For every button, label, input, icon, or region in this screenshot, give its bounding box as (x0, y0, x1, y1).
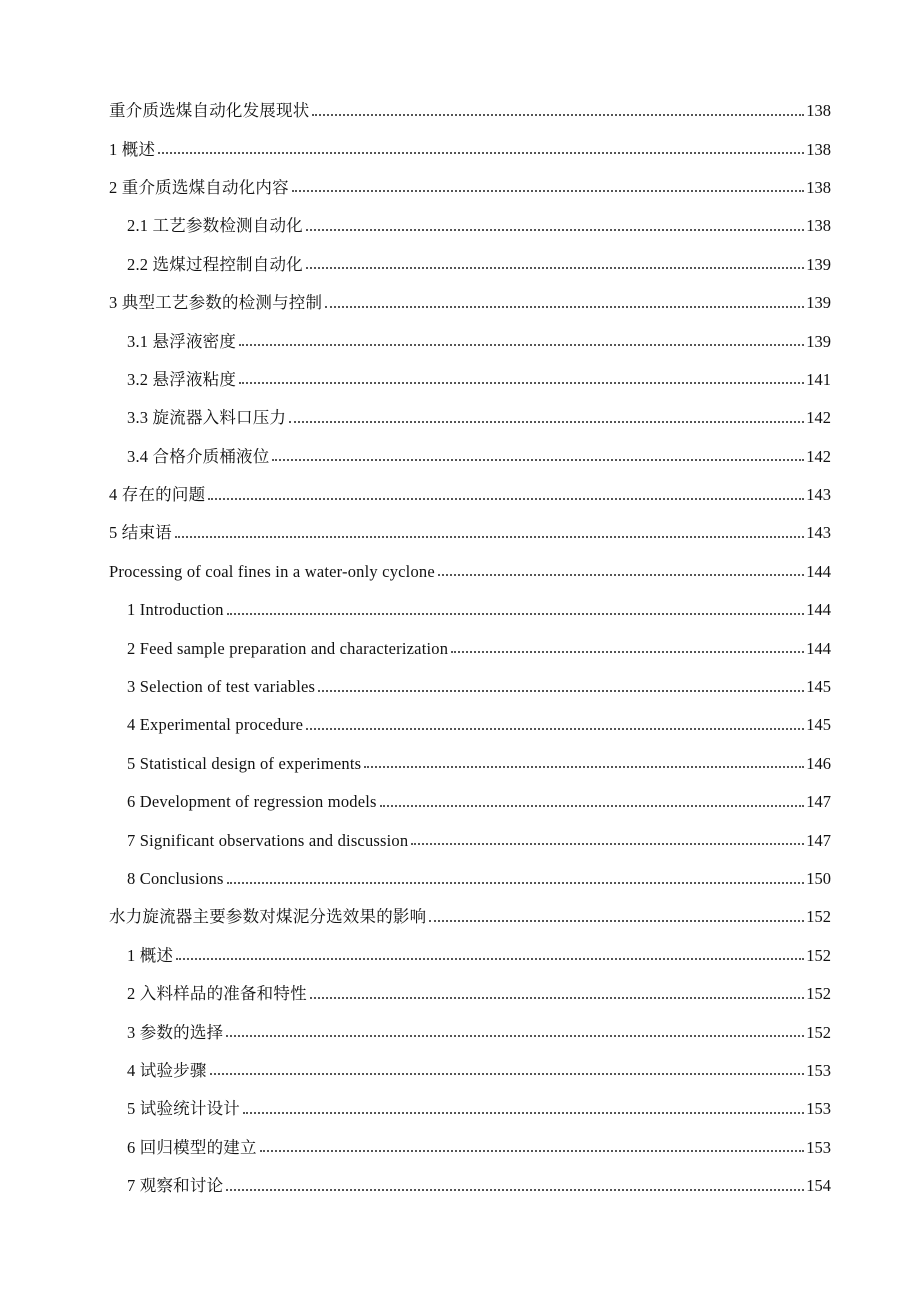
toc-entry-page-number: 143 (806, 485, 831, 505)
toc-entry-page-number: 147 (806, 830, 831, 850)
toc-entry-title: 1 概述 (109, 139, 156, 159)
toc-entry-page-number: 143 (806, 523, 831, 543)
toc-entry[interactable] (0, 284, 920, 322)
toc-dot-leader (176, 957, 804, 960)
toc-dot-leader (175, 535, 804, 538)
toc-entry[interactable] (0, 130, 920, 168)
toc-dot-leader (227, 612, 804, 615)
toc-entry-title: 1 概述 (127, 945, 174, 965)
toc-entry[interactable] (0, 92, 920, 130)
toc-entry-page-number: 152 (806, 1022, 831, 1042)
toc-entry-title: 4 存在的问题 (109, 485, 206, 505)
toc-dot-leader (210, 1072, 804, 1075)
toc-dot-leader (158, 151, 804, 154)
toc-entry-page-number: 153 (806, 1060, 831, 1080)
table-of-contents (0, 92, 920, 1205)
toc-entry[interactable] (0, 745, 920, 783)
toc-dot-leader (364, 765, 804, 768)
toc-entry[interactable] (0, 399, 920, 437)
toc-entry-page-number: 153 (806, 1137, 831, 1157)
toc-entry[interactable] (0, 821, 920, 859)
toc-dot-leader (226, 1188, 804, 1191)
toc-entry-title: 3 Selection of test variables (127, 677, 316, 697)
toc-entry-title: 2 Feed sample preparation and characterization (127, 638, 449, 658)
toc-dot-leader (306, 266, 804, 269)
toc-dot-leader (289, 420, 804, 423)
toc-entry-page-number: 153 (806, 1099, 831, 1119)
toc-entry[interactable] (0, 246, 920, 284)
toc-dot-leader (272, 458, 804, 461)
toc-entry-title: 6 回归模型的建立 (127, 1137, 257, 1157)
toc-dot-leader (451, 650, 804, 653)
toc-entry-title: 6 Development of regression models (127, 792, 377, 812)
toc-entry[interactable] (0, 169, 920, 207)
toc-dot-leader (243, 1111, 804, 1114)
toc-entry-title: 2 重介质选煤自动化内容 (109, 177, 289, 197)
toc-entry[interactable] (0, 1052, 920, 1090)
toc-entry-page-number: 154 (806, 1176, 831, 1196)
toc-entry-page-number: 138 (806, 216, 831, 236)
toc-dot-leader (227, 881, 804, 884)
toc-entry[interactable] (0, 207, 920, 245)
toc-entry-page-number: 147 (806, 792, 831, 812)
toc-entry-title: 4 Experimental procedure (127, 715, 304, 735)
toc-dot-leader (239, 381, 804, 384)
toc-dot-leader (226, 1034, 804, 1037)
toc-entry[interactable] (0, 898, 920, 936)
toc-entry-page-number: 138 (806, 139, 831, 159)
toc-entry[interactable] (0, 476, 920, 514)
toc-entry-page-number: 150 (806, 869, 831, 888)
toc-entry-page-number: 138 (806, 101, 831, 121)
toc-entry[interactable] (0, 1013, 920, 1051)
toc-entry[interactable] (0, 1129, 920, 1167)
toc-entry-title: 2.2 选煤过程控制自动化 (127, 254, 303, 274)
toc-entry-page-number: 145 (806, 677, 831, 697)
toc-entry[interactable] (0, 591, 920, 629)
toc-entry[interactable] (0, 322, 920, 360)
toc-dot-leader (325, 305, 804, 308)
toc-dot-leader (306, 727, 804, 730)
toc-entry-page-number: 145 (806, 715, 831, 735)
toc-entry-title: 3.1 悬浮液密度 (127, 331, 237, 351)
toc-entry-page-number: 144 (806, 600, 831, 620)
toc-entry-title: Processing of coal fines in a water-only cyclone (109, 561, 435, 581)
toc-dot-leader (260, 1149, 804, 1152)
toc-dot-leader (312, 113, 804, 116)
toc-dot-leader (438, 573, 804, 576)
toc-entry[interactable] (0, 668, 920, 706)
toc-entry-page-number: 142 (806, 408, 831, 428)
toc-entry[interactable] (0, 361, 920, 399)
toc-entry-title: 7 观察和讨论 (127, 1176, 224, 1196)
toc-entry[interactable] (0, 706, 920, 744)
toc-entry-title: 3 参数的选择 (127, 1022, 224, 1042)
toc-dot-leader (310, 996, 804, 999)
toc-entry-title: 3 典型工艺参数的检测与控制 (109, 293, 323, 313)
toc-entry[interactable] (0, 783, 920, 821)
toc-entry-title: 水力旋流器主要参数对煤泥分选效果的影响 (109, 907, 427, 927)
toc-dot-leader (208, 497, 804, 500)
toc-dot-leader (239, 343, 804, 346)
toc-dot-leader (292, 189, 804, 192)
toc-entry-page-number: 142 (806, 446, 831, 466)
toc-entry-page-number: 152 (806, 907, 831, 927)
toc-entry-page-number: 138 (806, 177, 831, 197)
toc-entry[interactable] (0, 629, 920, 667)
toc-entry-page-number: 139 (806, 331, 831, 351)
toc-entry-title: 3.2 悬浮液粘度 (127, 369, 237, 389)
toc-entry-title: 5 结束语 (109, 523, 172, 543)
toc-entry[interactable] (0, 553, 920, 591)
toc-entry-title: 重介质选煤自动化发展现状 (109, 101, 310, 121)
toc-dot-leader (306, 228, 804, 231)
toc-entry[interactable] (0, 1167, 920, 1205)
toc-dot-leader (429, 919, 804, 922)
toc-entry-page-number: 139 (806, 254, 831, 274)
toc-entry-title: 5 试验统计设计 (127, 1099, 240, 1119)
toc-entry-page-number: 152 (806, 984, 831, 1004)
toc-entry-title: 3.3 旋流器入料口压力 (127, 408, 287, 428)
toc-entry-title: 4 试验步骤 (127, 1060, 207, 1080)
toc-entry-title: 3.4 合格介质桶液位 (127, 446, 270, 466)
toc-entry-page-number: 144 (806, 638, 831, 658)
toc-entry-page-number: 139 (806, 293, 831, 313)
toc-entry-page-number: 144 (806, 561, 831, 581)
toc-entry-title: 5 Statistical design of experiments (127, 753, 362, 773)
toc-entry[interactable] (0, 1090, 920, 1128)
toc-entry-title: 8 Conclusions (127, 869, 224, 888)
toc-entry[interactable] (0, 860, 920, 898)
toc-entry-page-number: 152 (806, 945, 831, 965)
toc-entry-title: 2.1 工艺参数检测自动化 (127, 216, 303, 236)
toc-dot-leader (380, 804, 804, 807)
toc-entry-title: 7 Significant observations and discussion (127, 830, 409, 850)
toc-entry-title: 1 Introduction (127, 600, 224, 620)
toc-entry-title: 2 入料样品的准备和特性 (127, 984, 307, 1004)
toc-entry[interactable] (0, 438, 920, 476)
toc-entry-page-number: 146 (806, 753, 831, 773)
toc-entry[interactable] (0, 975, 920, 1013)
toc-entry-page-number: 141 (806, 369, 831, 389)
toc-dot-leader (318, 689, 804, 692)
toc-dot-leader (411, 842, 804, 845)
toc-entry[interactable] (0, 937, 920, 975)
toc-entry[interactable] (0, 514, 920, 552)
